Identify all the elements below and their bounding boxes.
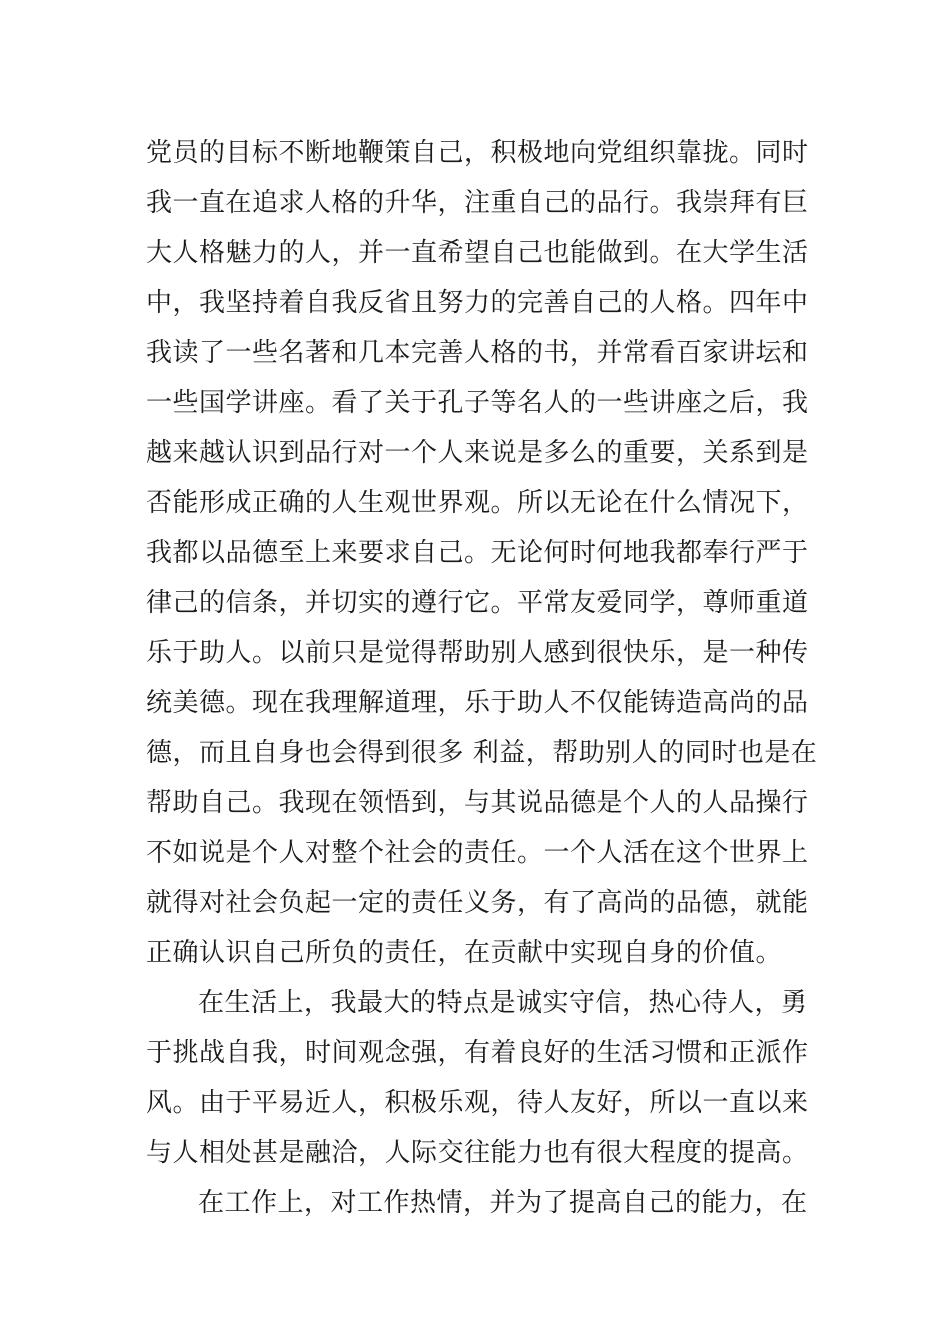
text-line: 风。由于平易近人，积极乐观，待人友好，所以一直以来 — [146, 1088, 809, 1118]
text-line: 不如说是个人对整个社会的责任。一个人活在这个世界上 — [146, 838, 809, 868]
text-line: 我都以品德至上来要求自己。无论何时何地我都奉行严于 — [146, 538, 809, 568]
text-line: 大人格魅力的人，并一直希望自己也能做到。在大学生活 — [146, 238, 809, 268]
text-line: 乐于助人。以前只是觉得帮助别人感到很快乐，是一种传 — [146, 638, 809, 668]
paragraph-start-line: 在工作上，对工作热情，并为了提高自己的能力，在 — [198, 1188, 808, 1218]
text-line: 中，我坚持着自我反省且努力的完善自己的人格。四年中 — [146, 288, 809, 318]
text-line: 我一直在追求人格的升华，注重自己的品行。我崇拜有巨 — [146, 188, 809, 218]
text-line: 我读了一些名著和几本完善人格的书，并常看百家讲坛和 — [146, 338, 809, 368]
text-line: 正确认识自己所负的责任，在贡献中实现自身的价值。 — [146, 938, 783, 968]
text-line: 律己的信条，并切实的遵行它。平常友爱同学，尊师重道 — [146, 588, 809, 618]
text-line: 越来越认识到品行对一个人来说是多么的重要，关系到是 — [146, 438, 809, 468]
text-line: 统美德。现在我理解道理，乐于助人不仅能铸造高尚的品 — [146, 688, 809, 718]
text-line: 党员的目标不断地鞭策自己，积极地向党组织靠拢。同时 — [146, 138, 809, 168]
text-line: 帮助自己。我现在领悟到，与其说品德是个人的人品操行 — [146, 788, 809, 818]
text-line: 德，而且自身也会得到很多 利益，帮助别人的同时也是在 — [146, 738, 818, 768]
paragraph-start-line: 在生活上，我最大的特点是诚实守信，热心待人，勇 — [198, 988, 808, 1018]
text-line: 于挑战自我，时间观念强，有着良好的生活习惯和正派作 — [146, 1038, 809, 1068]
text-line: 就得对社会负起一定的责任义务，有了高尚的品德，就能 — [146, 888, 809, 918]
text-line: 否能形成正确的人生观世界观。所以无论在什么情况下， — [146, 488, 809, 518]
text-line: 与人相处甚是融洽，人际交往能力也有很大程度的提高。 — [146, 1138, 809, 1168]
body-text — [146, 128, 826, 1228]
text-line: 一些国学讲座。看了关于孔子等名人的一些讲座之后，我 — [146, 388, 809, 418]
